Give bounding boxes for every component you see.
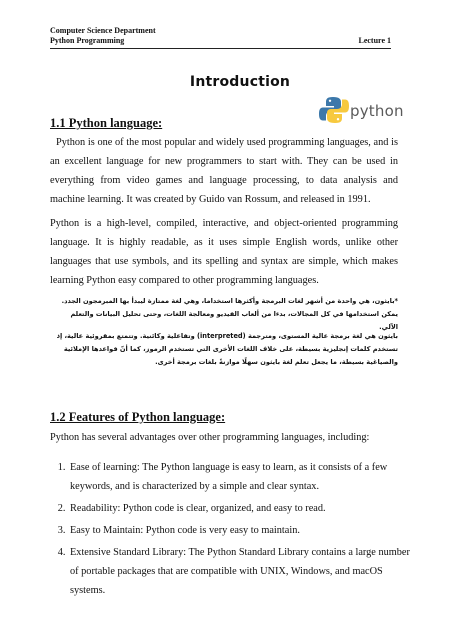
- paragraph-high-level: Python is a high-level, compiled, interactive, and object-oriented programming language. It is highly readable, as it uses simple English words, unlike other languages that use symbols, and its spelling and syntax are simple, which makes learning Python easy compared to other programming languages.: [50, 218, 398, 286]
- list-item: 1. Ease of learning: The Python language is easy to learn, as it consists of a few keywords, and is characterized by a simple and clear syntax.: [68, 458, 416, 496]
- page-header: [50, 26, 391, 46]
- list-item: 3. Easy to Maintain: Python code is very easy to maintain.: [68, 521, 416, 540]
- list-item: 4. Extensive Standard Library: The Python Standard Library contains a large number of portable packages that are compatible with UNIX, Windows, and macOS systems.: [68, 543, 416, 600]
- header-course: Python Programming: [50, 36, 125, 45]
- paragraph-intro: Python is one of the most popular and widely used programming languages, and is an excellent language for new programmers to start with. They can be used in everything from video games and language processing, to data analysis and machine learning. It was created by Guido van Rossum, and released in 1991.: [50, 137, 398, 205]
- python-logo-wordmark: python: [350, 102, 404, 120]
- section-heading-features: 1.2 Features of Python language:: [50, 410, 226, 424]
- page-title: Introduction: [189, 74, 291, 90]
- section-heading-python-language: 1.1 Python language:: [50, 116, 163, 130]
- features-intro: Python has several advantages over other programming languages, including:: [50, 432, 370, 443]
- header-divider: [50, 48, 391, 49]
- features-list: [50, 458, 416, 603]
- list-item: 2. Readability: Python code is clear, organized, and easy to read.: [68, 499, 416, 518]
- arabic-paragraph-1: *بايثون، هي واحدة من أشهر لغات البرمجة وأكثرها استخداما، وهي لغة ممتازة ليبدأ بها المبرمجون الجدد. يمكن استخدامها في كل المجالات، بدءا من ألعاب الفيديو ومعالجة اللغات، وحتى تحليل البيانات والتعلم الآلي.: [61, 297, 398, 331]
- arabic-paragraph-2: بايثون هي لغة برمجة عالية المستوى، ومترجمة (interpreted) وتفاعلية وكائنية. وتتمتع بمقروئية عالية، إذ تستخدم كلمات إنجليزية بسيطة، على خلاف اللغات الأخرى التي تستخدم الرموز، كما أنّ قواعدها الإملائية والصياغية بسيطة، ما يجعل تعلم لغة بايثون سهلًا موازنةً بلغات برمجة أخرى.: [56, 332, 398, 366]
- header-lecture: Lecture 1: [358, 36, 391, 45]
- header-department: Computer Science Department: [50, 26, 156, 35]
